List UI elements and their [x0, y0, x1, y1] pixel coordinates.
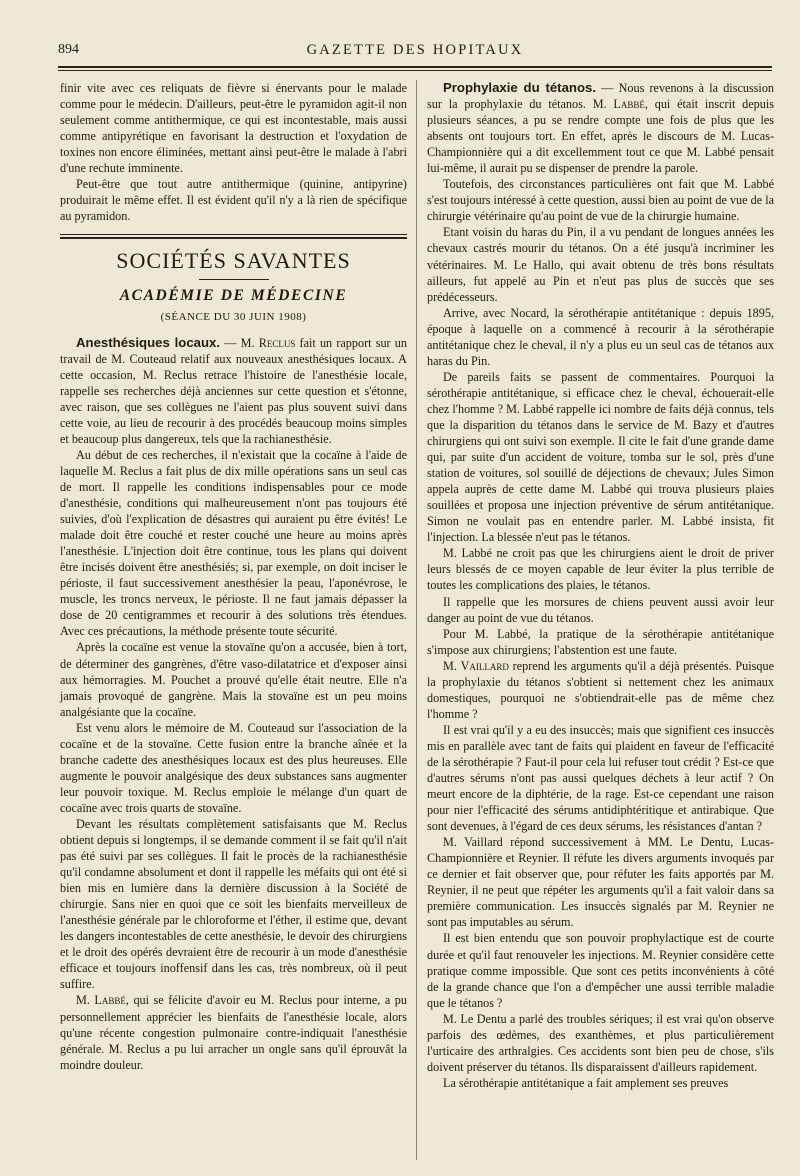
- paragraph: De pareils faits se passent de commentaires. Pourquoi la sérothérapie antitétanique, si efficace chez le cheval, échouerait-elle chez l'homme ? M. Labbé rappelle ici nombre de faits déjà connus, tels que la disparition du tétanos dans le service de M. Bazy et d'autres chirurgiens qui ont suivi son exemple. Il cite le fait d'une grande dame qui, par suite d'un accident de voiture, tomba sur le sol, près d'une station de voitures, sol souillé de déjections de chevaux; Jules Simon appela auprès de cette dame M. Labbé qui trouva plusieurs plaies souillées et proposa une injection préventive de sérum antitétanique. Simon ne voulait pas en entendre parler. M. Labbé insista, fit l'injection. La blessée n'eut pas le tétanos.: [427, 369, 774, 545]
- section-title: SOCIÉTÉS SAVANTES: [116, 248, 351, 274]
- paragraph: Etant voisin du haras du Pin, il a vu pendant de longues années les chevaux castrés mourir du tétanos. On a été jusqu'à incriminer les vétérinaires. M. Le Hallo, qui avait obtenu de très bons résultats ailleurs, fut appelé au Pin et n'eut pas plus de succès que ses prédécesseurs.: [427, 225, 774, 304]
- person-name: Labbé: [613, 97, 645, 112]
- person-name: Labbé: [94, 993, 126, 1008]
- page-number: 894: [58, 42, 79, 57]
- header-rule: [58, 66, 772, 68]
- paragraph: Pour M. Labbé, la pratique de la sérothérapie antitétanique s'impose aux chirurgiens; l'abstention est une faute.: [427, 626, 774, 657]
- person-name: Reclus: [258, 335, 296, 350]
- paragraph: M. Le Dentu a parlé des troubles sériques; il est vrai qu'on observe parfois des œdèmes, des exanthèmes, et plus particulièrement l'urticaire des arthralgies. Ces accidents sont bien peu de chose, s'ils doivent préserver du tétanos. Ils disparaissent d'ailleurs rapidement.: [427, 1011, 774, 1074]
- paragraph: Anesthésiques locaux. — M. Reclus fait un rapport sur un travail de M. Couteaud relatif aux nouveaux anesthésiques locaux. A cette occasion, M. Reclus retrace l'histoire de l'anesthésie locale, rappelle ses recherches déjà anciennes sur cette question et s'étonne, avec raison, que ses collègues ne l'aient pas plus souvent suivi dans cette voie, au lieu de recourir à des procédés beaucoup moins simples et beaucoup plus dangereux, tels que la rachianesthésie.: [60, 334, 407, 446]
- paragraph: Est venu alors le mémoire de M. Couteaud sur l'association de la cocaïne et de la stovaïne. Cette fusion entre la branche aînée et la branche cadette des anesthésiques locaux est des plus heureuses. Elle augmente le pouvoir analgésique des deux substances sans augmenter leur pouvoir toxique. M. Reclus emploie le mélange d'un quart de cocaïne avec trois quarts de stovaïne.: [60, 720, 407, 815]
- running-title: GAZETTE DES HOPITAUX: [306, 42, 524, 58]
- run-in-heading: Anesthésiques locaux.: [76, 334, 221, 350]
- paragraph: La sérothérapie antitétanique a fait amplement ses preuves: [443, 1075, 729, 1090]
- paragraph: Prophylaxie du tétanos. — Nous revenons à la discussion sur la prophylaxie du tétanos. M. Labbé, qui était inscrit depuis plusieurs séances, a pu se rendre compte une fois de plus que les absents ont toujours tort. En effet, après le discours de M. Lucas-Championnière qui a dit excellemment tout ce que M. Labbé pensait lui-même, il aurait pu se dispenser de prendre la parole.: [427, 80, 775, 176]
- paragraph: M. Labbé, qui se félicite d'avoir eu M. Reclus pour interne, a pu personnellement apprécier les bienfaits de l'anesthésie locale, alors qu'une récente congestion pulmonaire contre-indiquait l'anesthésie générale. M. Reclus a pu lui arracher un ongle sans qu'il éprouvât la moindre douleur.: [60, 993, 407, 1072]
- left-column: [60, 80, 407, 1073]
- paragraph: Peut-être que tout autre antithermique (quinine, antipyrine) produirait le même effet. Il est évident qu'il n'y a là rien de spécifique au pyramidon.: [60, 177, 407, 224]
- paragraph: Toutefois, des circonstances particulières ont fait que M. Labbé s'est toujours intéressé à cette question, aussi bien au point de vue de la chirurgie vétérinaire qu'au point de vue de la chirurgie humaine.: [427, 177, 774, 224]
- section-rule: [60, 234, 407, 235]
- paragraph: M. Vaillard reprend les arguments qu'il a déjà présentés. Puisque la prophylaxie du tétanos s'obtient si nettement chez les animaux domestiques, pourquoi ne s'obtiendrait-elle pas de même chez l'homme ?: [427, 658, 774, 721]
- column-divider: [416, 80, 417, 1160]
- run-in-heading: Prophylaxie du tétanos.: [443, 80, 597, 95]
- section-rule: [60, 237, 407, 239]
- person-name: Vaillard: [460, 658, 509, 673]
- paragraph: Après la cocaïne est venue la stovaïne qu'on a accusée, bien à tort, de déterminer des gangrènes, d'être vaso-dilatatrice et d'exposer ainsi aux hémorragies. M. Pouchet a prouvé qu'elle était neutre. Elle n'a jamais provoqué de gangrène. Mais la stovaïne est un peu moins analgésiante que la cocaïne.: [60, 640, 407, 719]
- paragraph: Il est bien entendu que son pouvoir prophylactique est de courte durée et qu'il faut renouveler les injections. M. Reynier considère cette pratique comme impossible. Que sont ces petits inconvénients à côté de la grande chance que l'on a d'empêcher une aussi terrible maladie que le tétanos ?: [427, 931, 774, 1010]
- header-rule-thin: [58, 70, 772, 71]
- paragraph: finir vite avec ces reliquats de fièvre si énervants pour le malade comme pour le médecin. D'ailleurs, peut-être le pyramidon agit-il non seulement comme antithermique, ce qui est incontestable, mais aussi comme antipyrétique en favorisant la destruction et l'oxydation de toxines non encore éliminées, mettant ainsi peut-être le malade à l'abri d'une rechute imminente.: [60, 81, 407, 176]
- paragraph: M. Vaillard répond successivement à MM. Le Dentu, Lucas-Championnière et Reynier. Il réfute les divers arguments invoqués par ce dernier et fait observer que, pour réfuter les faits apportés par M. Reynier, il ne peut que répéter les arguments qu'il a fait valoir dans sa première communication. Les insuccès signalés par M. Reynier ne sont pas imputables au sérum.: [427, 835, 774, 930]
- paragraph: Il est vrai qu'il y a eu des insuccès; mais que signifient ces insuccès mis en parallèle avec tant de faits qui plaident en faveur de l'efficacité de la sérothérapie ? Faut-il pour cela lui refuser tout crédit ? Est-ce que d'autres sérums n'ont pas aussi quelques déchets à leur actif ? On meurt encore de la diphtérie, de la rage. Est-ce cependant une raison pour nier l'efficacité des sérums antidiphtéritique et antirabique. Que sont devenues, à l'égard de ces deux sérums, les résistances d'antan ?: [427, 722, 774, 834]
- session-date: (SÉANCE DU 30 JUIN 1908): [160, 310, 307, 323]
- paragraph: Devant les résultats complètement satisfaisants que M. Reclus obtient depuis si longtemps, il se demande comment il se fait qu'il n'ait pas été suivi par ses collègues. Il fait le procès de la rachianesthésie qu'il condamne absolument et dont il rappelle les méfaits qui ont été si bien mis en lumière dans la dernière discussion à la Société de chirurgie. Sans nier en quoi que ce soit les bienfaits merveilleux de l'anesthésie générale par le chloroforme et l'éther, il estime que, devant les dangers incontestables de cette anesthésie, le devoir des chirurgiens et le droit des opérés devraient être de recourir à un mode d'anesthésie efficace et toujours inoffensif dans les cas, très nombreux, où il peut suffire.: [60, 816, 407, 992]
- short-rule: [199, 279, 269, 280]
- right-column: [427, 80, 774, 1091]
- paragraph: Arrive, avec Nocard, la sérothérapie antitétanique : depuis 1895, époque à laquelle on a commencé à recourir à la sérothérapie antitétanique chez le cheval, il n'y a plus eu un seul cas de tétanos aux haras du Pin.: [427, 305, 774, 368]
- academy-heading: ACADÉMIE DE MÉDECINE: [119, 287, 348, 305]
- paragraph: Il rappelle que les morsures de chiens peuvent aussi avoir leur danger au point de vue du tétanos.: [427, 594, 774, 625]
- paragraph: M. Labbé ne croit pas que les chirurgiens aient le droit de priver leurs blessés de ce moyen capable de leur éviter la plus terrible de toutes les complications des plaies, le tétanos.: [427, 546, 774, 593]
- paragraph: Au début de ces recherches, il n'existait que la cocaïne à l'aide de laquelle M. Reclus a fait plus de dix mille opérations sans un seul cas de mort. Il rappelle les conditions indispensables pour ce mode d'anesthésie, conditions qui malheureusement n'ont pas toujours été suivies, d'où l'explication de désastres qui auraient pu être évités! Le malade doit être couché et rester couché une heure au moins après l'anesthésie. L'injection doit être continue, tous les plans qui doivent être incisés doivent être anesthésiés; si, par exemple, on doit inciser le périoste, il faut successivement anesthésier la peau, l'aponévrose, le muscle, les troncs nerveux, le périoste. Il ne faut jamais dépasser la dose de 20 centigrammes et recourir à des solutions très étendues. Avec ces précautions, la méthode présente toute sécurité.: [60, 447, 407, 639]
- page-header: [58, 40, 772, 64]
